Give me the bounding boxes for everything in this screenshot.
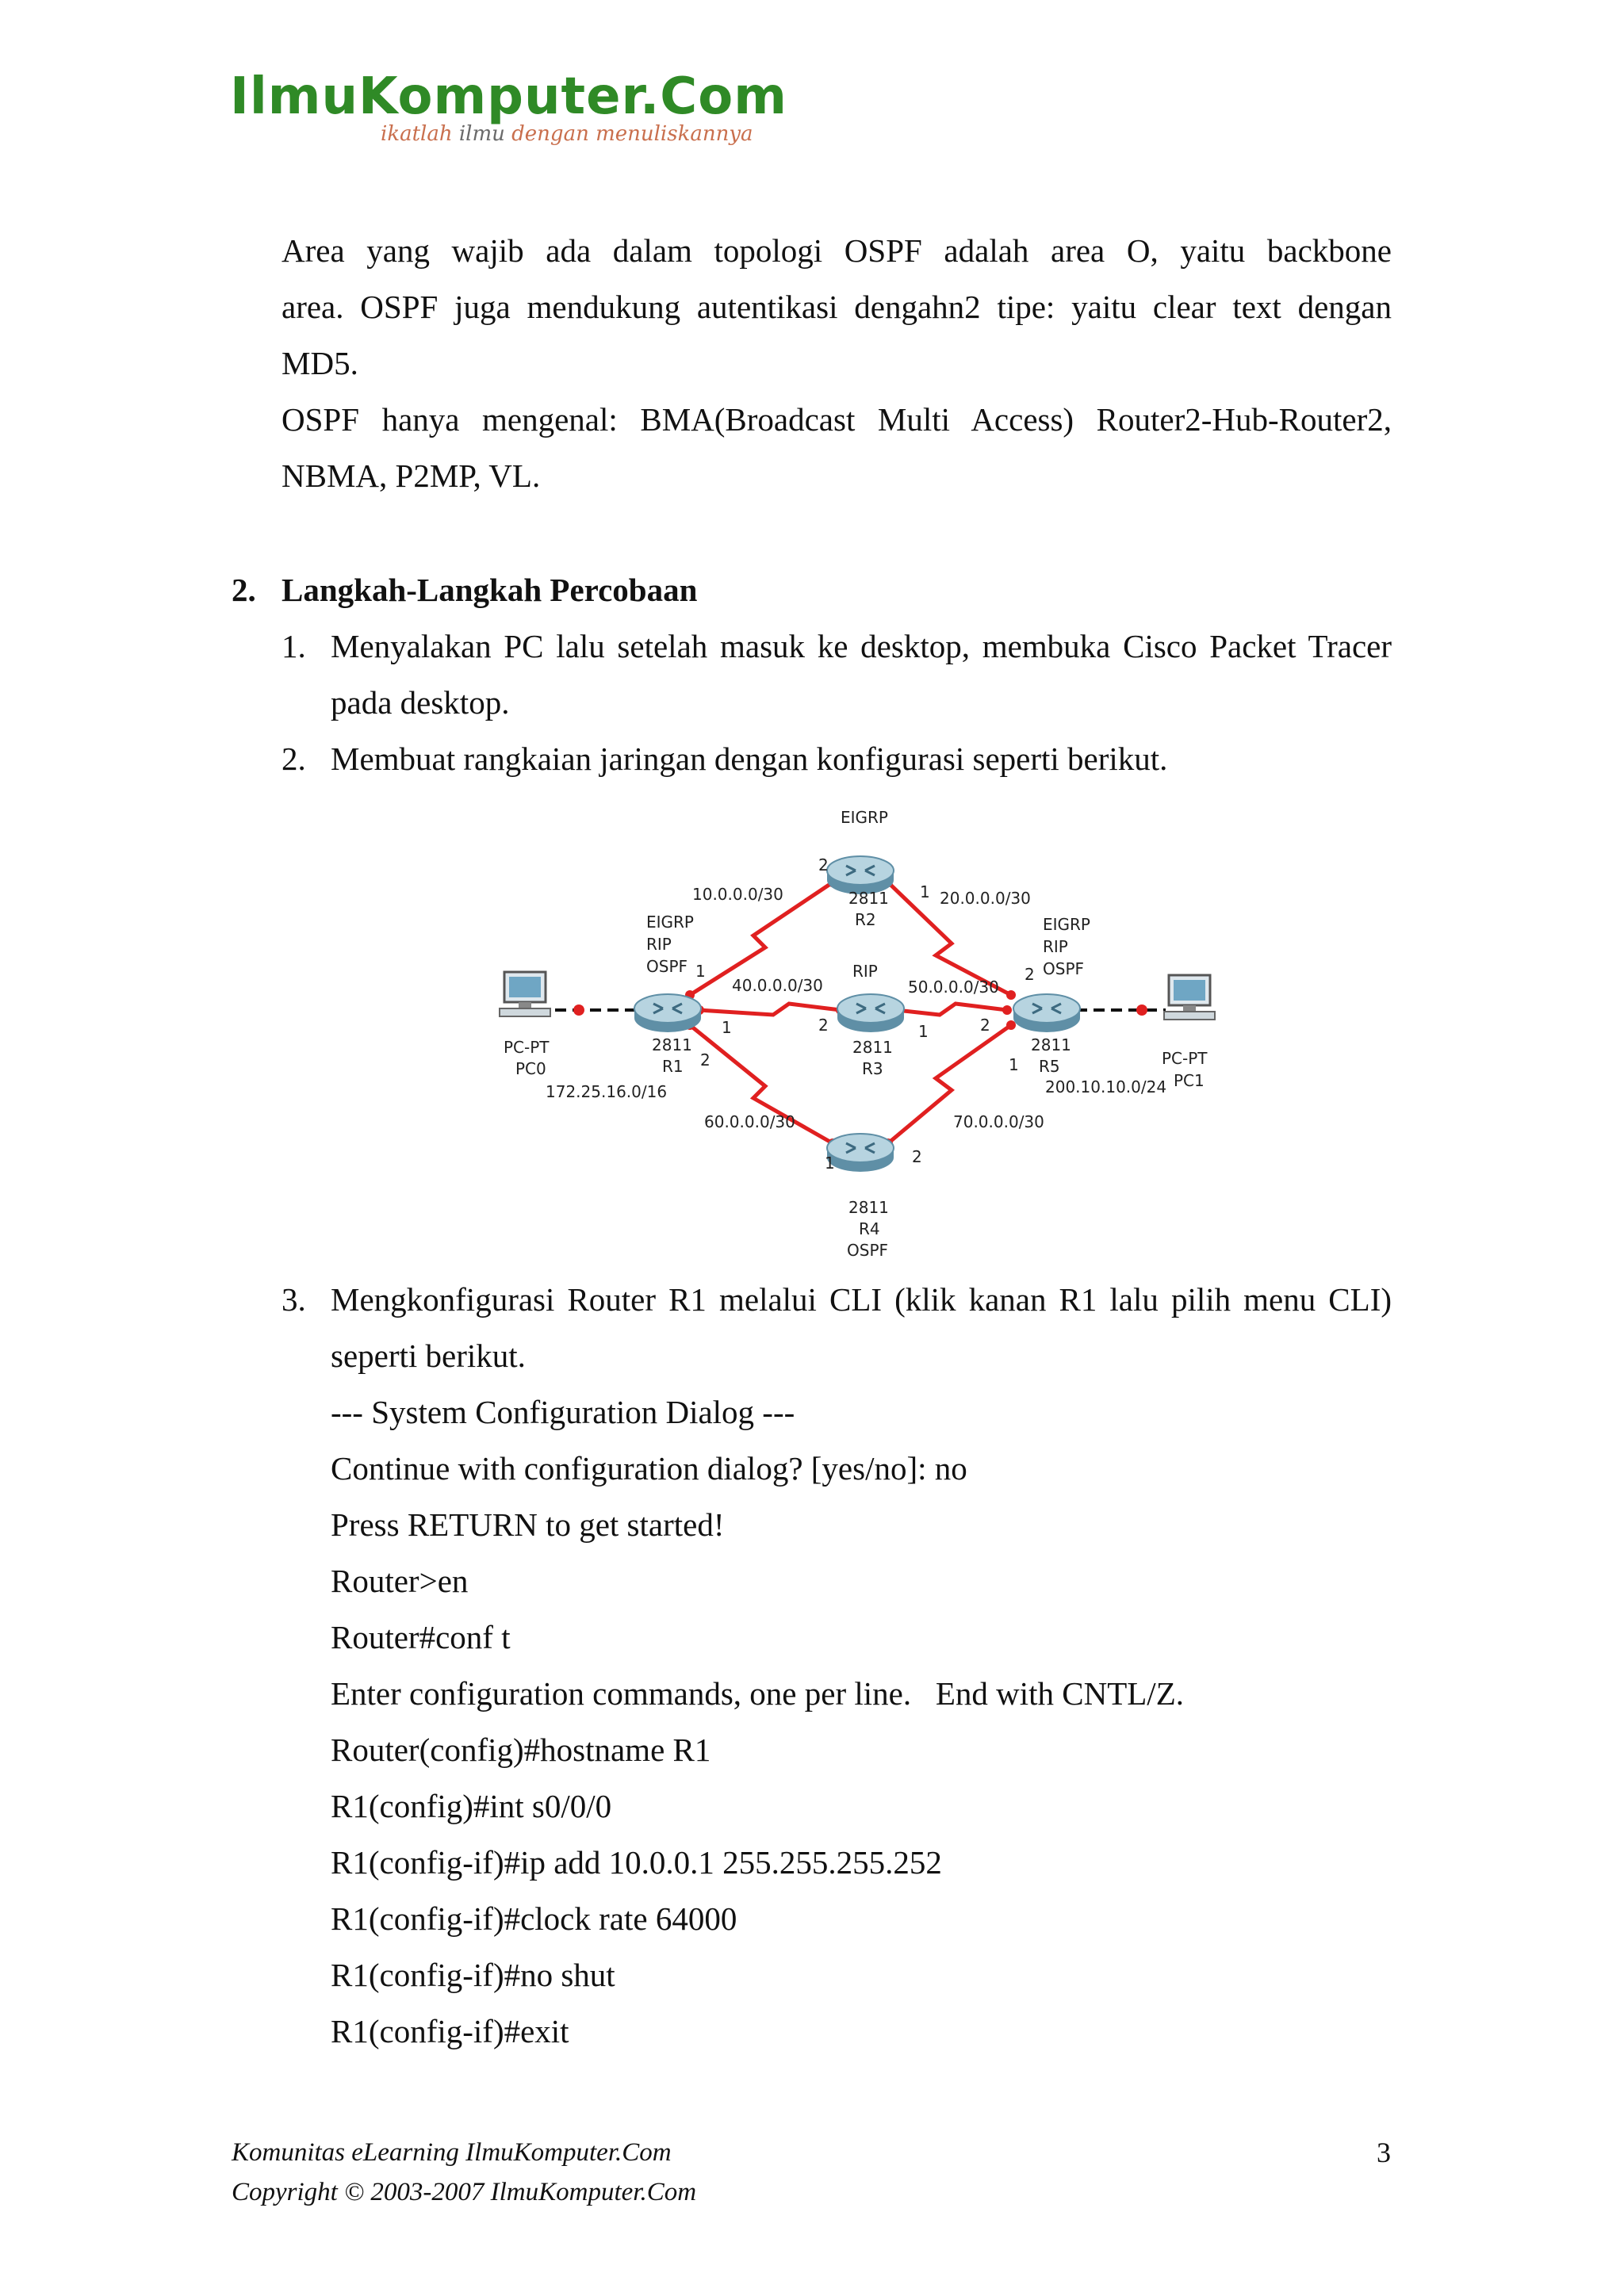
r4-model: 2811 [848,1198,889,1217]
router-r1-icon[interactable] [634,994,701,1032]
step-2-number: 2. [282,740,306,777]
port-label-r1-r3: 1 [722,1018,732,1037]
cli-line: R1(config-if)#no shut [331,1957,615,1993]
port-label-r1-r4: 2 [700,1050,710,1070]
cli-line: Router(config)#hostname R1 [331,1732,711,1768]
cli-line: Router#conf t [331,1619,511,1655]
intro-line-3: MD5. [282,345,358,381]
footer [232,2133,696,2212]
network-topology-diagram [492,801,1229,1261]
step-3-line-1: Mengkonfigurasi Router R1 melalui CLI (klik kanan R1 lalu pilih menu CLI) [331,1281,1392,1318]
net-r4-r5: 70.0.0.0/30 [953,1112,1044,1131]
r4-protocol: OSPF [847,1241,889,1260]
step-1-line-1: Menyalakan PC lalu setelah masuk ke desktop, membuka Cisco Packet Tracer [331,628,1392,664]
pc0-type: PC-PT [504,1038,550,1057]
pc1-network: 200.10.10.0/24 [1045,1077,1167,1096]
cli-line: R1(config-if)#clock rate 64000 [331,1900,737,1937]
cli-line: R1(config-if)#ip add 10.0.0.1 255.255.255.252 [331,1844,942,1881]
cli-line: Press RETURN to get started! [331,1506,725,1543]
intro-line-5: NBMA, P2MP, VL. [282,457,541,494]
logo-tld: Com [660,67,787,126]
cli-line: --- System Configuration Dialog --- [331,1394,795,1430]
step-1-line-2: pada desktop. [331,684,510,721]
tagline-highlight: ilmu [458,122,505,146]
step-3-number: 3. [282,1281,306,1318]
logo-name: IlmuKomputer [230,67,640,126]
r1-name: R1 [662,1057,684,1076]
net-r1-r3: 40.0.0.0/30 [732,976,823,995]
port-pc1 [1136,1004,1147,1016]
r3-name: R3 [862,1059,883,1078]
r5-protocol-1: EIGRP [1043,915,1090,934]
r5-protocol-3: OSPF [1043,959,1085,978]
r1-protocol-2: RIP [646,935,672,954]
footer-copyright: Copyright © 2003-2007 IlmuKomputer.Com [232,2178,697,2206]
cli-line: Enter configuration commands, one per line. End with CNTL/Z. [331,1675,1184,1712]
port-pc0 [573,1004,584,1016]
r2-name: R2 [855,910,876,929]
tagline-pre: ikatlah [381,122,453,146]
logo-dot: . [639,67,661,126]
port-label-r4-r1: 1 [825,1154,835,1173]
step-3-line-2: seperti berikut. [331,1337,526,1374]
port-label-r1-r2: 1 [695,962,706,981]
logo-tagline [381,122,753,146]
r4-name: R4 [859,1219,880,1238]
net-r3-r5: 50.0.0.0/30 [908,978,999,997]
r3-protocol: RIP [852,962,878,981]
pc1-type: PC-PT [1162,1049,1208,1068]
cli-line: Router>en [331,1563,469,1599]
port-label-r2-r5: 1 [920,882,930,901]
port-label-r3-r5: 1 [918,1022,929,1041]
pc1-name: PC1 [1174,1071,1205,1090]
port-label-r5-r2: 2 [1025,965,1035,984]
cli-line: Continue with configuration dialog? [yes/no]: no [331,1450,967,1487]
logo-wordmark [230,65,787,128]
router-r5-icon[interactable] [1013,994,1080,1032]
pc0-network: 172.25.16.0/16 [546,1082,668,1101]
section-number: 2. [232,572,256,608]
footer-community: Komunitas eLearning IlmuKomputer.Com [232,2138,672,2167]
port-label-r5-r4: 1 [1009,1055,1019,1074]
step-2-line-1: Membuat rangkaian jaringan dengan konfigurasi seperti berikut. [331,740,1168,777]
cli-line: R1(config-if)#exit [331,2013,569,2049]
link-r1-r3 [699,1004,841,1015]
net-r2-r5: 20.0.0.0/30 [940,889,1031,908]
section-title: Langkah-Langkah Percobaan [282,572,698,608]
section-heading [232,562,697,618]
r5-protocol-2: RIP [1043,937,1068,956]
cli-line: R1(config)#int s0/0/0 [331,1788,612,1824]
r2-model: 2811 [848,889,889,908]
intro-line-4: OSPF hanya mengenal: BMA(Broadcast Multi Access) Router2-Hub-Router2, [282,401,1392,438]
net-r1-r2: 10.0.0.0/30 [692,885,783,904]
site-logo [230,65,787,160]
tagline-post: dengan menuliskannya [511,122,753,146]
page-number: 3 [1377,2137,1391,2168]
port-label-r2-r1: 2 [818,855,829,874]
port-label-r3-r1: 2 [818,1016,829,1035]
r1-protocol-3: OSPF [646,957,688,976]
pc0-name: PC0 [515,1059,546,1078]
router-r4-icon[interactable] [827,1134,894,1172]
r1-model: 2811 [652,1035,692,1054]
r5-model: 2811 [1031,1035,1071,1054]
pc0-icon[interactable] [500,972,550,1016]
intro-line-2: area. OSPF juga mendukung autentikasi dengahn2 tipe: yaitu clear text dengan [282,289,1392,325]
r2-protocol: EIGRP [841,808,888,827]
intro-line-1: Area yang wajib ada dalam topologi OSPF adalah area O, yaitu backbone [282,232,1392,269]
net-r1-r4: 60.0.0.0/30 [704,1112,795,1131]
r3-model: 2811 [852,1038,893,1057]
r5-name: R5 [1039,1057,1060,1076]
port-label-r5-r3: 2 [980,1016,990,1035]
step-1-number: 1. [282,628,306,664]
pc1-icon[interactable] [1164,975,1215,1020]
port-label-r4-r5: 2 [912,1147,922,1166]
r1-protocol-1: EIGRP [646,913,694,932]
link-r3-r5 [896,1004,1007,1015]
router-r3-icon[interactable] [837,994,904,1032]
